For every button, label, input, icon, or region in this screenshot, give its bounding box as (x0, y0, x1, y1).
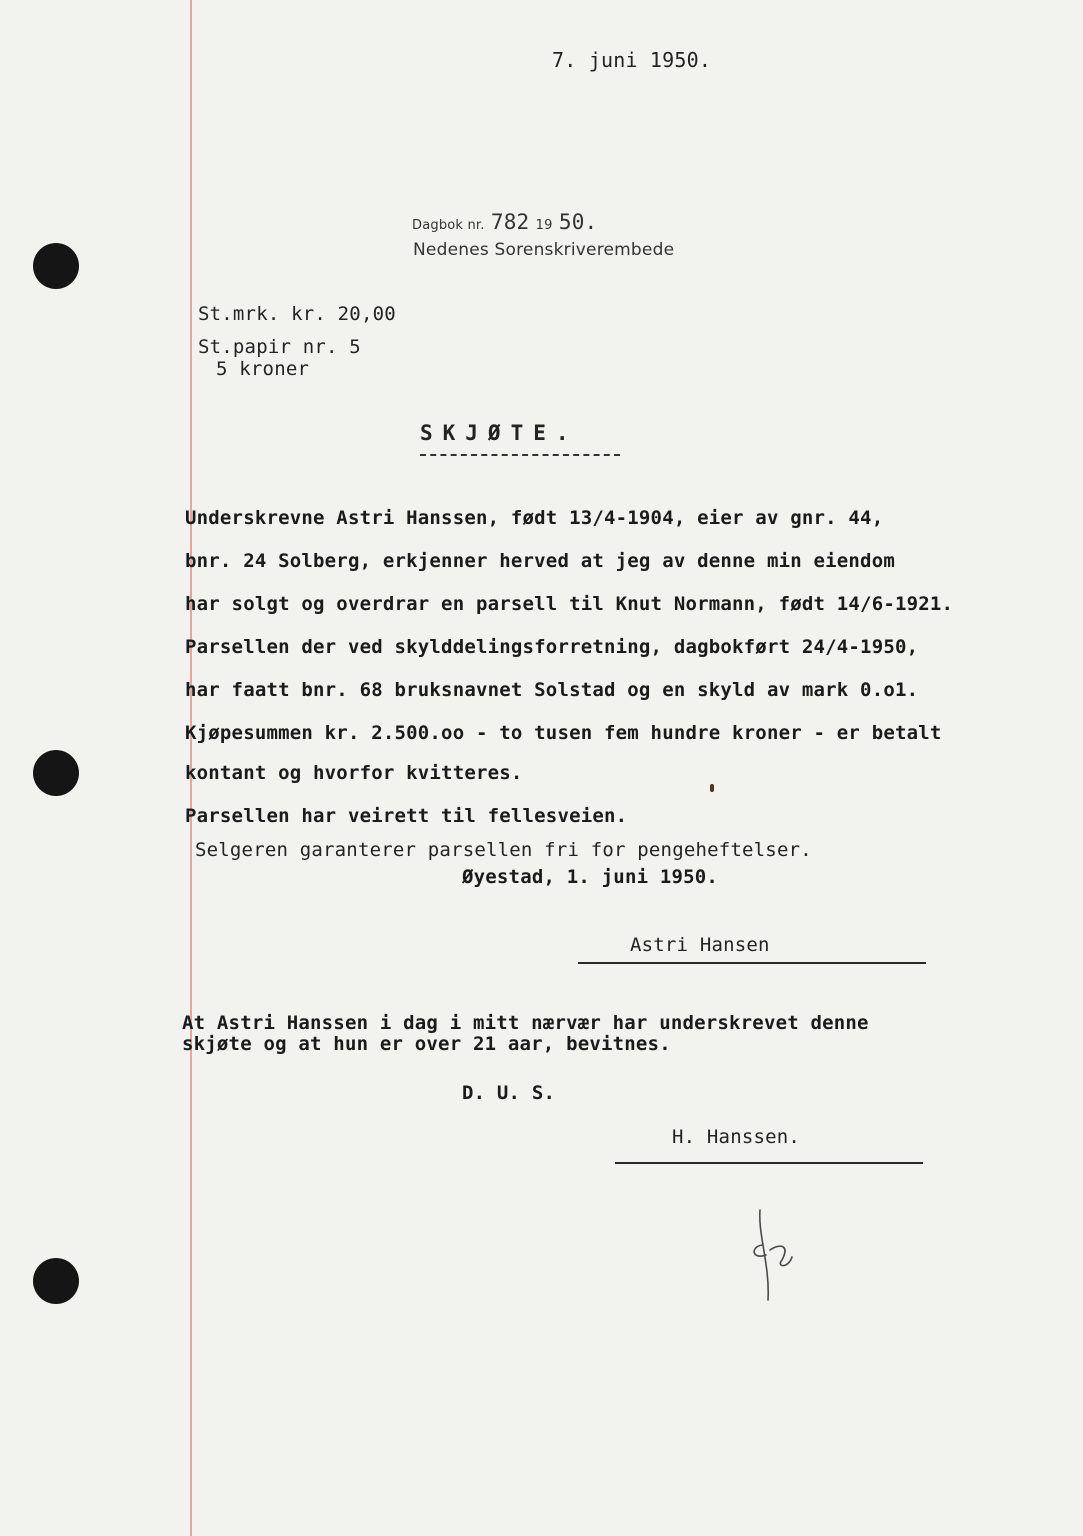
body-line: Parsellen der ved skylddelingsforretning, dagbokført 24/4-1950, (185, 636, 919, 658)
ink-speck (710, 784, 714, 792)
dagbok-number: 782 (490, 210, 530, 234)
body-line: har solgt og overdrar en parsell til Knut Normann, født 14/6-1921. (185, 593, 954, 615)
seller-signature: Astri Hansen (630, 934, 770, 956)
document-title: SKJØTE. (420, 421, 579, 445)
witness-signature-rule (615, 1162, 923, 1164)
dagbok-year-suffix: 50. (558, 210, 598, 234)
paper-number: St.papir nr. 5 (198, 336, 361, 358)
paper-value: 5 kroner (216, 358, 310, 380)
stamp-fee: St.mrk. kr. 20,00 (198, 303, 396, 325)
punch-hole (33, 750, 79, 796)
witness-line: skjøte og at hun er over 21 aar, bevitnes. (182, 1033, 671, 1055)
dagbok-year-prefix: 19 (535, 218, 553, 233)
place-date: Øyestad, 1. juni 1950. (462, 866, 719, 888)
body-line: Kjøpesummen kr. 2.500.oo - to tusen fem hundre kroner - er betalt (185, 722, 942, 744)
dagbok-label: Dagbok nr. (412, 218, 485, 233)
punch-hole (33, 1258, 79, 1304)
dagbok-stamp (412, 210, 597, 234)
title-underline (420, 454, 620, 456)
witness-signature: H. Hanssen. (672, 1126, 801, 1148)
body-line: har faatt bnr. 68 bruksnavnet Solstad og en skyld av mark 0.o1. (185, 679, 919, 701)
office-stamp: Nedenes Sorenskriverembede (413, 240, 675, 260)
punch-hole (33, 243, 79, 289)
body-line: kontant og hvorfor kvitteres. (185, 762, 523, 784)
handwritten-initials-icon (740, 1205, 800, 1305)
dus-line: D. U. S. (462, 1082, 556, 1104)
witness-line: At Astri Hanssen i dag i mitt nærvær har underskrevet denne (182, 1012, 869, 1034)
body-line: Parsellen har veirett til fellesveien. (185, 805, 628, 827)
document-date: 7. juni 1950. (552, 48, 712, 72)
seller-signature-rule (578, 962, 926, 964)
body-line: bnr. 24 Solberg, erkjenner herved at jeg av denne min eiendom (185, 550, 895, 572)
guarantee-line: Selgeren garanterer parsellen fri for pengeheftelser. (195, 839, 812, 861)
body-line: Underskrevne Astri Hanssen, født 13/4-1904, eier av gnr. 44, (185, 507, 884, 529)
